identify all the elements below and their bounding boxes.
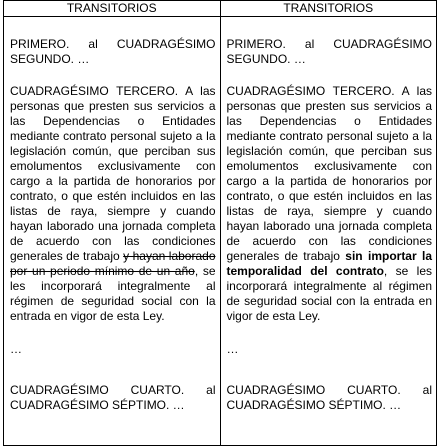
right-article-43-text: CUADRAGÉSIMO TERCERO. A las personas que presten sus servicios a las Dependencias o Entidades mediante contrato personal sujeto a la legislación común, que perciban sus emolumentos exclusivamente con cargo a la partida de honorarios por contrato, o que estén incluidos en las listas de raya, siempre y cuando hayan laborado una jornada completa de acuerdo con las condiciones generales de trabajo: [226, 84, 432, 263]
left-column: [4, 17, 220, 445]
left-ellipsis: …: [10, 342, 22, 356]
left-article-43: [10, 84, 216, 324]
left-article-range-2: CUADRAGÉSIMO CUARTO. al CUADRAGÉSIMO SÉPTIMO. …: [10, 383, 216, 412]
left-article-43-text: CUADRAGÉSIMO TERCERO. A las personas que presten sus servicios a las Dependencias o Entidades mediante contrato personal sujeto a la legislación común, que perciban sus emolumentos exclusivamente con cargo a la partida de honorarios por contrato, o que estén incluidos en las listas de raya, siempre y cuando hayan laborado una jornada completa de acuerdo con las condiciones generales de trabajo: [10, 84, 216, 263]
left-article-43-text-end: , se les incorporará integralmente al régimen de seguridad social con la entrada en vigor de esta Ley.: [10, 264, 216, 323]
right-column-header: TRANSITORIOS: [220, 1, 437, 16]
right-article-range-1: PRIMERO. al CUADRAGÉSIMO SEGUNDO. …: [226, 37, 432, 66]
right-article-43: [227, 84, 433, 324]
left-article-range-1: PRIMERO. al CUADRAGÉSIMO SEGUNDO. …: [10, 37, 216, 66]
right-article-range-2: CUADRAGÉSIMO CUARTO. al CUADRAGÉSIMO SÉPTIMO. …: [226, 383, 432, 412]
table-body-row: [4, 17, 436, 445]
right-article-43-added-text: sin importar la temporalidad del contrato: [226, 249, 433, 278]
right-ellipsis: …: [226, 342, 239, 356]
left-column-header: TRANSITORIOS: [66, 1, 157, 15]
left-article-43-deleted-text: y hayan laborado por un periodo mínimo de un año: [10, 249, 216, 278]
right-column: [220, 17, 437, 445]
right-article-43-text-end: , se les incorporará integralmente al régimen de seguridad social con la entrada en vigor de esta Ley.: [226, 264, 432, 323]
table-header-row: [4, 1, 436, 17]
comparison-table: [3, 0, 437, 446]
